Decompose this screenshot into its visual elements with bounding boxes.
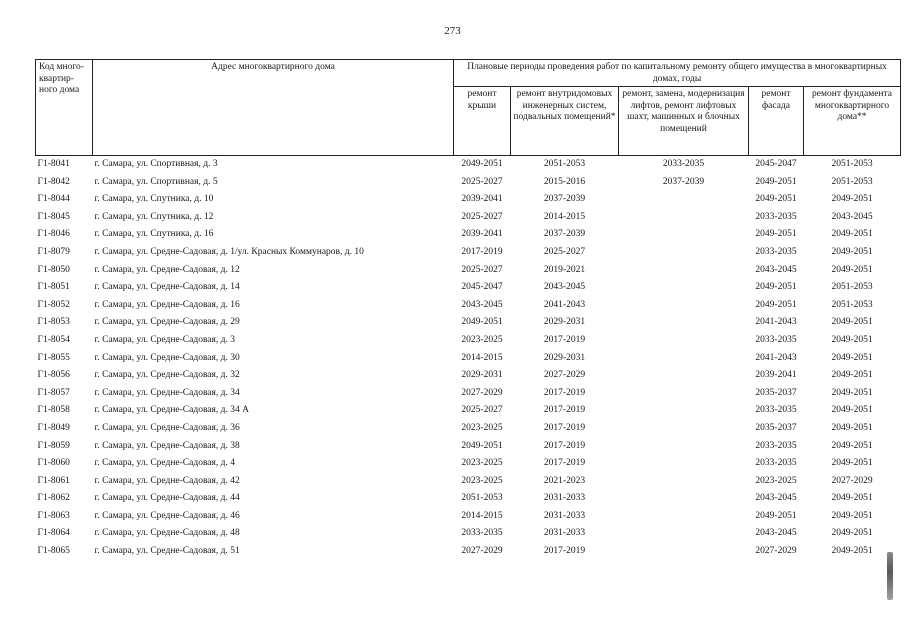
house-address: г. Самара, ул. Средне-Садовая, д. 3: [94, 334, 235, 345]
table-header: [36, 60, 901, 156]
lifts-period: [619, 490, 749, 508]
table-row: [36, 473, 901, 491]
foundation-period: 2049-2051: [831, 493, 873, 504]
house-code: Г1-8062: [37, 493, 70, 504]
page-number: 273: [444, 25, 461, 37]
facade-period: 2023-2025: [755, 475, 797, 486]
facade-period: 2033-2035: [755, 458, 797, 469]
table-row: [36, 350, 901, 368]
engineering-period: 2021-2023: [543, 475, 586, 486]
house-address: г. Самара, ул. Средне-Садовая, д. 48: [94, 528, 240, 539]
house-address: г. Самара, ул. Средне-Садовая, д. 34 А: [94, 405, 249, 416]
facade-period: 2041-2043: [755, 317, 797, 328]
foundation-period: 2049-2051: [831, 194, 873, 205]
roof-period: 2025-2027: [461, 176, 503, 187]
table-row: [36, 191, 901, 209]
lifts-period: [619, 420, 749, 438]
table-row: [36, 420, 901, 438]
house-code: Г1-8059: [37, 440, 70, 451]
table-row: [36, 279, 901, 297]
house-code: Г1-8060: [37, 458, 70, 469]
house-code: Г1-8057: [37, 387, 70, 398]
foundation-period: 2049-2051: [831, 440, 873, 451]
roof-period: 2014-2015: [461, 352, 503, 363]
roof-period: 2025-2027: [461, 264, 503, 275]
table-row: [36, 508, 901, 526]
house-code: Г1-8053: [37, 317, 70, 328]
roof-period: 2039-2041: [461, 194, 503, 205]
house-code: Г1-8052: [37, 299, 70, 310]
foundation-period: 2043-2045: [831, 211, 873, 222]
house-address: г. Самара, ул. Средне-Садовая, д. 29: [94, 317, 240, 328]
house-code: Г1-8044: [37, 194, 70, 205]
facade-period: 2033-2035: [755, 334, 797, 345]
facade-period: 2049-2051: [755, 229, 797, 240]
lifts-period: [619, 297, 749, 315]
house-code: Г1-8045: [37, 211, 70, 222]
engineering-period: 2017-2019: [543, 334, 586, 345]
lifts-period: [619, 367, 749, 385]
house-address: г. Самара, ул. Средне-Садовая, д. 46: [94, 510, 240, 521]
foundation-period: 2051-2053: [831, 176, 873, 187]
house-code: Г1-8054: [37, 334, 70, 345]
roof-period: 2023-2025: [461, 458, 503, 469]
table-row: [36, 490, 901, 508]
house-code: Г1-8064: [37, 528, 70, 539]
roof-period: 2023-2025: [461, 422, 503, 433]
house-code: Г1-8051: [37, 282, 70, 293]
house-address: г. Самара, ул. Средне-Садовая, д. 16: [94, 299, 240, 310]
table-row: [36, 174, 901, 192]
engineering-period: 2029-2031: [543, 317, 586, 328]
facade-period: 2049-2051: [755, 282, 797, 293]
table-row: [36, 385, 901, 403]
facade-period: 2049-2051: [755, 510, 797, 521]
foundation-period: 2049-2051: [831, 246, 873, 257]
house-address: г. Самара, ул. Средне-Садовая, д. 36: [94, 422, 240, 433]
house-address: г. Самара, ул. Спутника, д. 16: [94, 229, 214, 240]
house-address: г. Самара, ул. Спутника, д. 10: [94, 194, 214, 205]
house-code: Г1-8056: [37, 370, 70, 381]
house-code: Г1-8050: [37, 264, 70, 275]
facade-period: 2027-2029: [755, 546, 797, 557]
engineering-period: 2031-2033: [543, 528, 586, 539]
house-code: Г1-8058: [37, 405, 70, 416]
table-row: [36, 156, 901, 174]
foundation-period: 2049-2051: [831, 387, 873, 398]
engineering-period: 2031-2033: [543, 510, 586, 521]
facade-period: 2049-2051: [755, 299, 797, 310]
facade-period: 2039-2041: [755, 370, 797, 381]
engineering-period: 2037-2039: [543, 194, 586, 205]
header-lifts: ремонт, замена, модернизация лифтов, ремонт лифтовых шахт, машинных и блочных помещений: [619, 87, 749, 156]
house-address: г. Самара, ул. Средне-Садовая, д. 30: [94, 352, 240, 363]
engineering-period: 2043-2045: [543, 282, 586, 293]
foundation-period: 2049-2051: [831, 264, 873, 275]
lifts-period: [619, 226, 749, 244]
lifts-period: [619, 191, 749, 209]
foundation-period: 2049-2051: [831, 528, 873, 539]
table-row: [36, 455, 901, 473]
lifts-period: [619, 279, 749, 297]
engineering-period: 2027-2029: [543, 370, 586, 381]
facade-period: 2045-2047: [749, 156, 804, 174]
foundation-period: 2027-2029: [831, 475, 873, 486]
foundation-period: 2049-2051: [831, 510, 873, 521]
engineering-period: 2037-2039: [543, 229, 586, 240]
house-address: г. Самара, ул. Средне-Садовая, д. 34: [94, 387, 240, 398]
house-code: Г1-8055: [37, 352, 70, 363]
house-address: г. Самара, ул. Средне-Садовая, д. 51: [94, 546, 240, 557]
house-address: г. Самара, ул. Средне-Садовая, д. 32: [94, 370, 240, 381]
engineering-period: 2017-2019: [543, 440, 586, 451]
engineering-period: 2051-2053: [511, 156, 619, 174]
table-row: [36, 402, 901, 420]
lifts-period: [619, 455, 749, 473]
engineering-period: 2041-2043: [543, 299, 586, 310]
engineering-period: 2017-2019: [543, 387, 586, 398]
engineering-period: 2017-2019: [543, 458, 586, 469]
house-code: Г1-8046: [37, 229, 70, 240]
lifts-period: [619, 508, 749, 526]
facade-period: 2041-2043: [755, 352, 797, 363]
lifts-period: [619, 438, 749, 456]
lifts-period: [619, 314, 749, 332]
lifts-period: [619, 262, 749, 280]
engineering-period: 2017-2019: [543, 546, 586, 557]
table-row: [36, 332, 901, 350]
facade-period: 2033-2035: [755, 405, 797, 416]
header-periods-group: Плановые периоды проведения работ по капитальному ремонту общего имущества в многоквартирных домах, годы: [454, 60, 901, 87]
lifts-period: 2033-2035: [619, 156, 749, 174]
lifts-period: [619, 473, 749, 491]
roof-period: 2049-2051: [461, 317, 503, 328]
lifts-period: [619, 402, 749, 420]
house-address: г. Самара, ул. Спортивная, д. 3: [93, 156, 454, 174]
roof-period: 2029-2031: [461, 370, 503, 381]
foundation-period: 2051-2053: [831, 299, 873, 310]
foundation-period: 2049-2051: [831, 458, 873, 469]
lifts-period: [619, 525, 749, 543]
lifts-period: [619, 543, 749, 561]
facade-period: 2043-2045: [755, 528, 797, 539]
table-row: [36, 244, 901, 262]
house-code: Г1-8042: [37, 176, 70, 187]
lifts-period: [619, 385, 749, 403]
facade-period: 2035-2037: [755, 422, 797, 433]
roof-period: 2049-2051: [461, 440, 503, 451]
header-facade: ремонт фасада: [749, 87, 804, 156]
roof-period: 2025-2027: [461, 211, 503, 222]
header-engineering: ремонт внутридомовых инженерных систем, подвальных помещений*: [511, 87, 619, 156]
engineering-period: 2017-2019: [543, 422, 586, 433]
roof-period: 2039-2041: [461, 229, 503, 240]
roof-period: 2049-2051: [454, 156, 511, 174]
house-address: г. Самара, ул. Спортивная, д. 5: [94, 176, 218, 187]
facade-period: 2049-2051: [755, 194, 797, 205]
header-address: Адрес многоквартирного дома: [93, 60, 454, 156]
header-foundation: ремонт фундамента многоквартирного дома**: [804, 87, 901, 156]
table-row: [36, 226, 901, 244]
lifts-period: [619, 332, 749, 350]
table-row: [36, 438, 901, 456]
lifts-period: [619, 350, 749, 368]
facade-period: 2043-2045: [755, 264, 797, 275]
house-code: Г1-8041: [36, 156, 93, 174]
house-code: Г1-8079: [37, 246, 70, 257]
foundation-period: 2049-2051: [831, 370, 873, 381]
roof-period: 2025-2027: [461, 405, 503, 416]
repair-schedule-table: [35, 59, 901, 561]
table-row: [36, 525, 901, 543]
engineering-period: 2025-2027: [543, 246, 586, 257]
engineering-period: 2015-2016: [543, 176, 586, 187]
roof-period: 2027-2029: [461, 387, 503, 398]
house-address: г. Самара, ул. Средне-Садовая, д. 12: [94, 264, 240, 275]
foundation-period: 2049-2051: [831, 229, 873, 240]
house-address: г. Самара, ул. Средне-Садовая, д. 44: [94, 493, 240, 504]
roof-period: 2023-2025: [461, 475, 503, 486]
house-address: г. Самара, ул. Средне-Садовая, д. 14: [94, 282, 240, 293]
roof-period: 2043-2045: [461, 299, 503, 310]
house-code: Г1-8061: [37, 475, 70, 486]
engineering-period: 2031-2033: [543, 493, 586, 504]
facade-period: 2033-2035: [755, 211, 797, 222]
roof-period: 2051-2053: [461, 493, 503, 504]
table-row: [36, 367, 901, 385]
house-address: г. Самара, ул. Спутника, д. 12: [94, 211, 214, 222]
house-address: г. Самара, ул. Средне-Садовая, д. 42: [94, 475, 240, 486]
house-code: Г1-8049: [37, 422, 70, 433]
house-code: Г1-8065: [37, 546, 70, 557]
header-roof: ремонт крыши: [454, 87, 511, 156]
house-address: г. Самара, ул. Средне-Садовая, д. 4: [94, 458, 235, 469]
foundation-period: 2049-2051: [831, 405, 873, 416]
roof-period: 2033-2035: [461, 528, 503, 539]
engineering-period: 2017-2019: [543, 405, 586, 416]
engineering-period: 2029-2031: [543, 352, 586, 363]
table-row: [36, 543, 901, 561]
roof-period: 2027-2029: [461, 546, 503, 557]
foundation-period: 2049-2051: [831, 352, 873, 363]
table-row: [36, 262, 901, 280]
foundation-period: 2049-2051: [831, 317, 873, 328]
lifts-period: [619, 244, 749, 262]
facade-period: 2035-2037: [755, 387, 797, 398]
roof-period: 2045-2047: [461, 282, 503, 293]
foundation-period: 2049-2051: [831, 546, 873, 557]
house-code: Г1-8063: [37, 510, 70, 521]
header-code: Код много-квартир-ного дома: [36, 60, 93, 156]
foundation-period: 2049-2051: [831, 422, 873, 433]
facade-period: 2049-2051: [755, 176, 797, 187]
table-row: [36, 209, 901, 227]
foundation-period: 2051-2053: [804, 156, 901, 174]
table-body: [36, 156, 901, 561]
facade-period: 2033-2035: [755, 440, 797, 451]
lifts-period: 2037-2039: [662, 176, 705, 187]
scan-artifact: [887, 552, 893, 600]
roof-period: 2023-2025: [461, 334, 503, 345]
facade-period: 2043-2045: [755, 493, 797, 504]
foundation-period: 2051-2053: [831, 282, 873, 293]
foundation-period: 2049-2051: [831, 334, 873, 345]
table-row: [36, 297, 901, 315]
roof-period: 2014-2015: [461, 510, 503, 521]
house-address: г. Самара, ул. Средне-Садовая, д. 38: [94, 440, 240, 451]
facade-period: 2033-2035: [755, 246, 797, 257]
house-address: г. Самара, ул. Средне-Садовая, д. 1/ул. Красных Коммунаров, д. 10: [94, 246, 364, 257]
engineering-period: 2014-2015: [543, 211, 586, 222]
lifts-period: [619, 209, 749, 227]
roof-period: 2017-2019: [461, 246, 503, 257]
engineering-period: 2019-2021: [543, 264, 586, 275]
table-row: [36, 314, 901, 332]
